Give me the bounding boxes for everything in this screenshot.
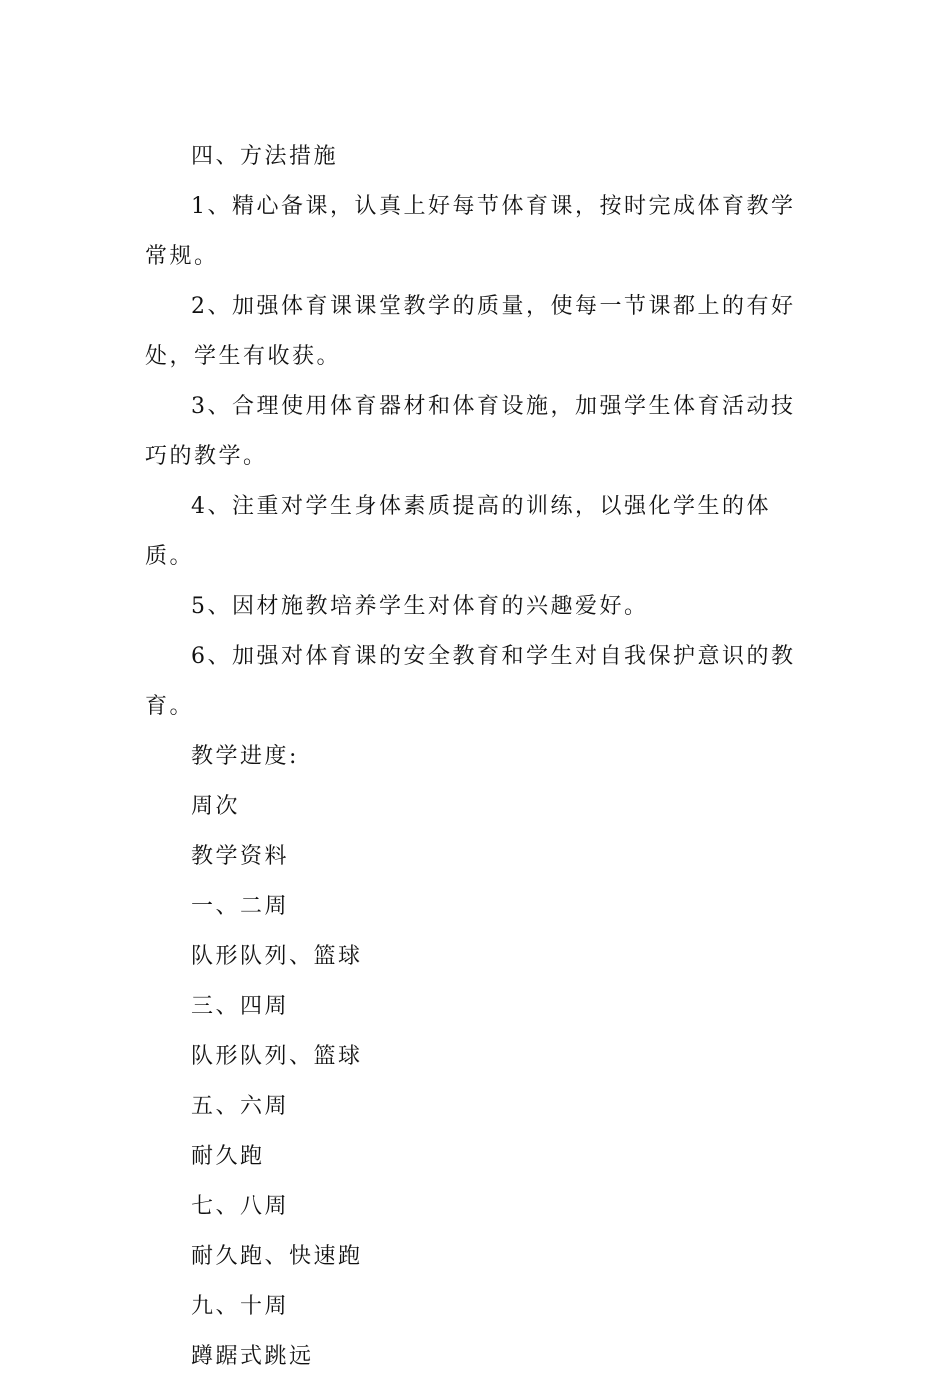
schedule-content-3: 耐久跑 xyxy=(191,1144,265,1169)
schedule-header-week: 周次 xyxy=(191,794,241,819)
schedule-content-2: 队形队列、篮球 xyxy=(191,1044,363,1069)
measure-item-3: 3、合理使用体育器材和体育设施，加强学生体育活动技巧的教学。 xyxy=(145,394,796,469)
measure-item-4: 4、注重对学生身体素质提高的训练，以强化学生的体质。 xyxy=(145,494,771,569)
schedule-content-1: 队形队列、篮球 xyxy=(191,944,363,969)
schedule-header-content: 教学资料 xyxy=(191,844,290,869)
schedule-week-3: 五、六周 xyxy=(191,1094,290,1119)
measure-item-6: 6、加强对体育课的安全教育和学生对自我保护意识的教育。 xyxy=(145,644,796,719)
schedule-week-2: 三、四周 xyxy=(191,994,290,1019)
schedule-week-1: 一、二周 xyxy=(191,894,290,919)
schedule-week-5: 九、十周 xyxy=(191,1294,290,1319)
schedule-content-5: 蹲踞式跳远 xyxy=(191,1344,314,1369)
document-body xyxy=(145,132,807,1382)
section-heading: 四、方法措施 xyxy=(191,144,339,169)
schedule-week-4: 七、八周 xyxy=(191,1194,290,1219)
schedule-title: 教学进度: xyxy=(191,744,299,769)
schedule-content-4: 耐久跑、快速跑 xyxy=(191,1244,363,1269)
measure-item-2: 2、加强体育课课堂教学的质量，使每一节课都上的有好处，学生有收获。 xyxy=(145,294,796,369)
measure-item-5: 5、因材施教培养学生对体育的兴趣爱好。 xyxy=(191,594,649,619)
measure-item-1: 1、精心备课，认真上好每节体育课，按时完成体育教学常规。 xyxy=(145,194,796,269)
